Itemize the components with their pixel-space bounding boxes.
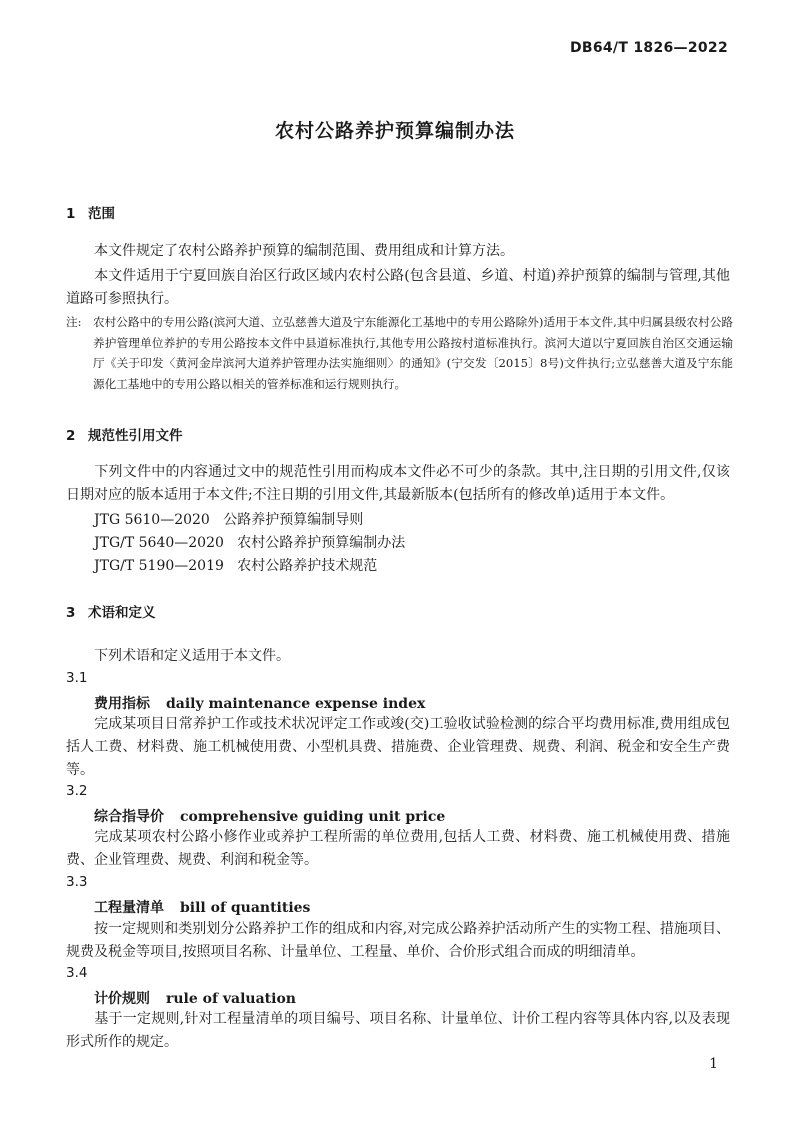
definition-text: 基于一定规则,针对工程量清单的项目编号、项目名称、计量单位、计价工程内容等具体内容,以及表现形式所作的规定。	[66, 1011, 730, 1050]
term-definition	[66, 918, 730, 964]
section-3-intro	[66, 645, 730, 668]
paragraph-text: 下列文件中的内容通过文中的规范性引用而构成本文件必不可少的条款。其中,注日期的引用文件,仅该日期对应的版本适用于本文件;不注日期的引用文件,其最新版本(包括所有的修改单)适用于本文件。	[66, 464, 730, 503]
term-en: comprehensive guiding unit price	[180, 809, 446, 825]
reference-item	[94, 555, 377, 578]
definition-text: 按一定规则和类别划分公路养护工作的组成和内容,对完成公路养护活动所产生的实物工程、措施项目、规费及税金等项目,按照项目名称、计量单位、工程量、单价、合价形式组合而成的明细清单。	[66, 921, 730, 960]
definition-text: 完成某项农村公路小修作业或养护工程所需的单位费用,包括人工费、材料费、施工机械使用费、措施费、企业管理费、规费、利润和税金等。	[66, 829, 730, 868]
note-text: 农村公路中的专用公路(滨河大道、立弘慈善大道及宁东能源化工基地中的专用公路除外)适用于本文件,其中归属县级农村公路养护管理单位养护的专用公路按本文件中县道标准执行,其他专用公路按村道标准执行。滨河大道以宁夏回族自治区交通运输厅《关于印发〈黄河金岸滨河大道养护管理办法实施细则〉的通知》(宁交发〔2015〕8号)文件执行;立弘慈善大道及宁东能源化工基地中的专用公路以相关的管养标准和运行规则执行。	[93, 315, 733, 391]
term-heading	[94, 806, 445, 826]
section-3-heading	[66, 601, 156, 621]
clause-number: 3.2	[66, 783, 88, 799]
section-number: 1	[66, 206, 76, 222]
reference-name: 农村公路养护预算编制办法	[237, 535, 406, 551]
term-definition	[66, 826, 730, 872]
page-number: 1	[709, 1056, 718, 1072]
paragraph-text: 本文件规定了农村公路养护预算的编制范围、费用组成和计算方法。	[94, 243, 514, 259]
paragraph-text: 下列术语和定义适用于本文件。	[94, 648, 290, 664]
section-2-heading	[66, 424, 183, 444]
term-heading	[94, 897, 310, 917]
term-en: daily maintenance expense index	[166, 696, 426, 712]
paragraph-text: 本文件适用于宁夏回族自治区行政区域内农村公路(包含县道、乡道、村道)养护预算的编制与管理,其他道路可参照执行。	[66, 268, 730, 307]
term-en: rule of valuation	[166, 991, 296, 1007]
note-label: 注:	[66, 315, 82, 329]
term-zh: 综合指导价	[94, 809, 164, 825]
document-title: 农村公路养护预算编制办法	[274, 120, 515, 142]
reference-code: JTG/T 5190—2019	[94, 558, 224, 574]
standard-code: DB64/T 1826—2022	[569, 40, 728, 56]
reference-name: 公路养护预算编制导则	[223, 512, 364, 528]
reference-code: JTG/T 5640—2020	[94, 535, 224, 551]
section-title: 范围	[88, 206, 115, 222]
section-number: 3	[66, 605, 76, 621]
clause-number: 3.3	[66, 874, 88, 890]
section-2-paragraph	[66, 461, 730, 507]
term-definition	[66, 713, 730, 782]
term-heading	[94, 693, 425, 713]
section-1-heading	[66, 202, 115, 222]
reference-name: 农村公路养护技术规范	[237, 558, 378, 574]
section-1-paragraph-2	[66, 265, 730, 311]
term-heading	[94, 988, 296, 1008]
term-zh: 工程量清单	[94, 900, 164, 916]
reference-code: JTG 5610—2020	[94, 512, 210, 528]
term-zh: 费用指标	[94, 696, 150, 712]
term-en: bill of quantities	[180, 900, 311, 916]
section-title: 术语和定义	[88, 605, 156, 621]
term-zh: 计价规则	[94, 991, 150, 1007]
reference-item	[94, 532, 405, 555]
term-definition	[66, 1008, 730, 1054]
reference-item	[94, 509, 363, 532]
section-1-paragraph-1	[66, 240, 730, 263]
section-number: 2	[66, 428, 76, 444]
section-title: 规范性引用文件	[88, 428, 183, 444]
clause-number: 3.1	[66, 670, 88, 686]
definition-text: 完成某项目日常养护工作或技术状况评定工作或竣(交)工验收试验检测的综合平均费用标准,费用组成包括人工费、材料费、施工机械使用费、小型机具费、措施费、企业管理费、规费、利润、税金和安全生产费等。	[66, 716, 730, 778]
clause-number: 3.4	[66, 965, 88, 981]
